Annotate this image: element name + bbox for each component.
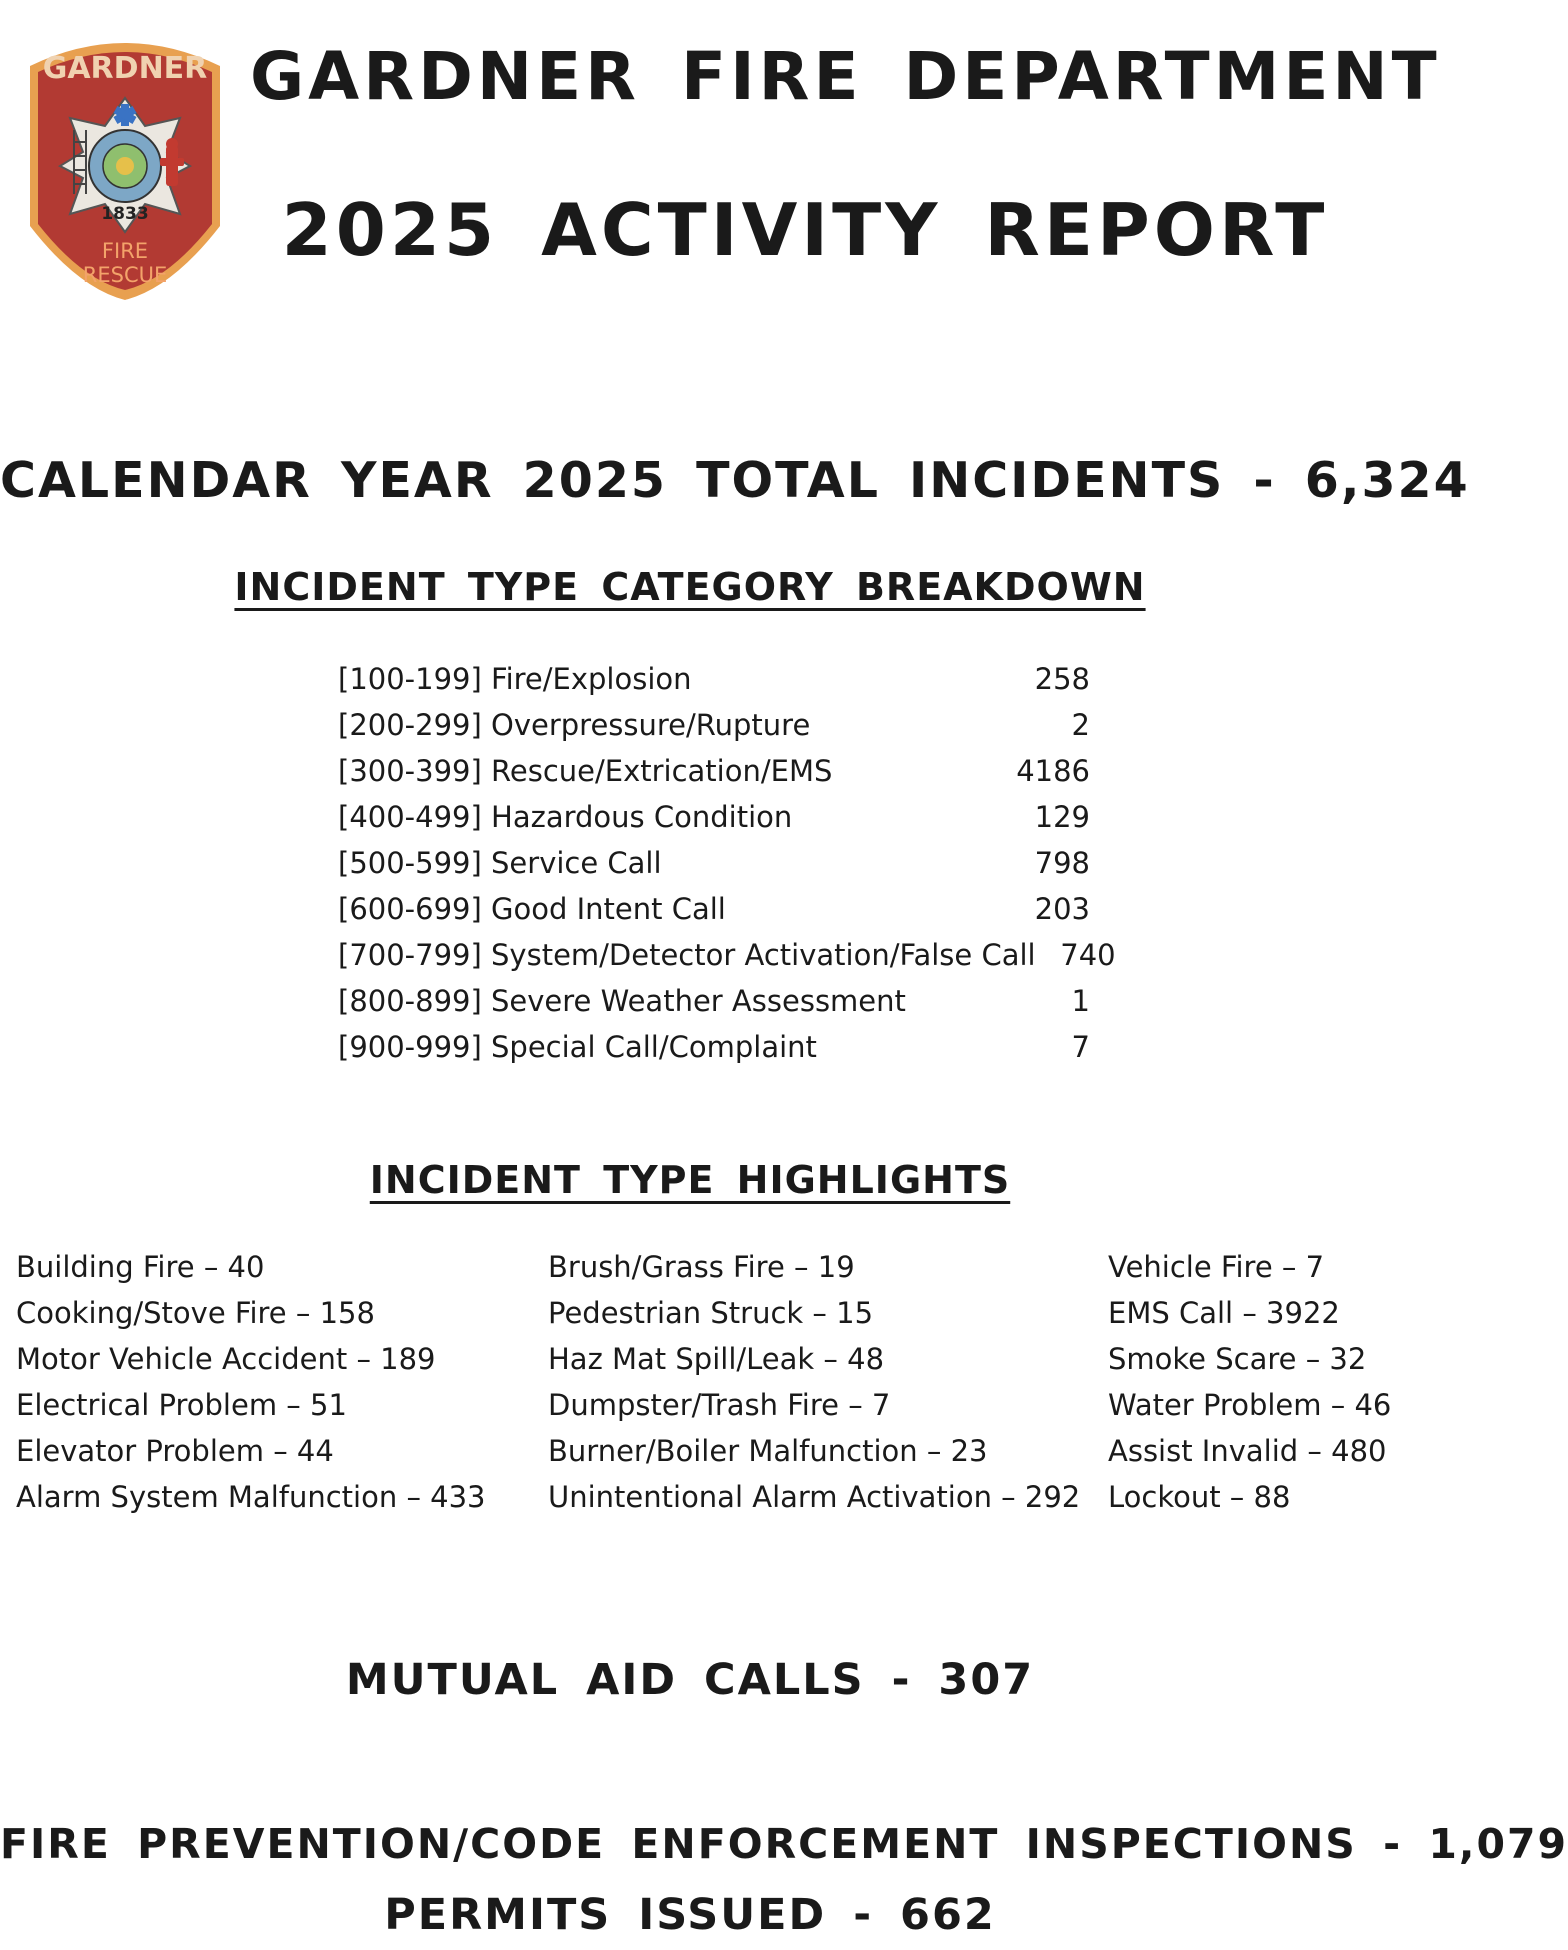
breakdown-count: 4186 <box>1016 754 1090 788</box>
highlight-item: Pedestrian Struck – 15 <box>548 1296 874 1330</box>
breakdown-count: 2 <box>1071 708 1090 742</box>
category-breakdown-list <box>338 656 1116 1070</box>
highlight-item: Building Fire – 40 <box>16 1250 265 1284</box>
highlight-item: Dumpster/Trash Fire – 7 <box>548 1388 891 1422</box>
highlight-item: Smoke Scare – 32 <box>1108 1342 1367 1376</box>
breakdown-count: 740 <box>1060 938 1116 972</box>
highlight-item: Cooking/Stove Fire – 158 <box>16 1296 375 1330</box>
breakdown-category: [400-499] Hazardous Condition <box>338 800 793 834</box>
highlight-item: EMS Call – 3922 <box>1108 1296 1340 1330</box>
highlights-heading <box>0 1158 1380 1202</box>
highlight-item: Alarm System Malfunction – 433 <box>16 1480 486 1514</box>
highlights-heading-text: INCIDENT TYPE HIGHLIGHTS <box>369 1158 1011 1202</box>
breakdown-heading-text: INCIDENT TYPE CATEGORY BREAKDOWN <box>234 565 1146 609</box>
breakdown-row <box>338 748 1090 794</box>
highlights-column-1 <box>16 1244 486 1520</box>
mutual-aid-calls: MUTUAL AID CALLS - 307 <box>345 1655 1035 1705</box>
breakdown-category: [700-799] System/Detector Activation/False Call <box>338 938 1036 972</box>
highlight-item: Elevator Problem – 44 <box>16 1434 334 1468</box>
highlights-column-2 <box>548 1244 1080 1520</box>
breakdown-category: [900-999] Special Call/Complaint <box>338 1030 817 1064</box>
highlight-item: Electrical Problem – 51 <box>16 1388 347 1422</box>
breakdown-count: 203 <box>1034 892 1090 926</box>
highlight-item: Lockout – 88 <box>1108 1480 1291 1514</box>
breakdown-category: [200-299] Overpressure/Rupture <box>338 708 811 742</box>
highlight-item: Vehicle Fire – 7 <box>1108 1250 1325 1284</box>
breakdown-category: [600-699] Good Intent Call <box>338 892 726 926</box>
breakdown-category: [800-899] Severe Weather Assessment <box>338 984 906 1018</box>
breakdown-row <box>338 886 1090 932</box>
patch-fire-text: FIRE <box>101 239 149 263</box>
highlights-column-3 <box>1108 1244 1391 1520</box>
breakdown-row <box>338 656 1090 702</box>
breakdown-category: [500-599] Service Call <box>338 846 662 880</box>
breakdown-row <box>338 978 1090 1024</box>
breakdown-row <box>338 932 1116 978</box>
highlight-item: Unintentional Alarm Activation – 292 <box>548 1480 1081 1514</box>
breakdown-row <box>338 1024 1090 1070</box>
highlight-item: Motor Vehicle Accident – 189 <box>16 1342 436 1376</box>
report-title: 2025 ACTIVITY REPORT <box>281 188 1329 272</box>
breakdown-count: 258 <box>1034 662 1090 696</box>
breakdown-heading <box>0 565 1380 609</box>
breakdown-category: [100-199] Fire/Explosion <box>338 662 692 696</box>
fire-department-patch-logo <box>22 26 228 302</box>
highlight-item: Haz Mat Spill/Leak – 48 <box>548 1342 885 1376</box>
department-title: GARDNER FIRE DEPARTMENT <box>250 38 1441 115</box>
permits-issued: PERMITS ISSUED - 662 <box>384 1890 996 1940</box>
total-incidents: CALENDAR YEAR 2025 TOTAL INCIDENTS - 6,324 <box>0 452 1470 509</box>
inspections-total: FIRE PREVENTION/CODE ENFORCEMENT INSPECTIONS - 1,079 <box>0 1820 1568 1868</box>
breakdown-count: 129 <box>1034 800 1090 834</box>
highlight-item: Water Problem – 46 <box>1108 1388 1392 1422</box>
highlight-item: Burner/Boiler Malfunction – 23 <box>548 1434 988 1468</box>
highlight-item: Assist Invalid – 480 <box>1108 1434 1387 1468</box>
breakdown-row <box>338 840 1090 886</box>
patch-rescue-text: RESCUE <box>82 263 168 287</box>
breakdown-count: 798 <box>1034 846 1090 880</box>
breakdown-category: [300-399] Rescue/Extrication/EMS <box>338 754 833 788</box>
breakdown-count: 1 <box>1071 984 1090 1018</box>
breakdown-row <box>338 794 1090 840</box>
highlight-item: Brush/Grass Fire – 19 <box>548 1250 855 1284</box>
patch-top-text: GARDNER <box>42 51 208 86</box>
breakdown-count: 7 <box>1071 1030 1090 1064</box>
patch-year: 1833 <box>101 204 149 224</box>
breakdown-row <box>338 702 1090 748</box>
